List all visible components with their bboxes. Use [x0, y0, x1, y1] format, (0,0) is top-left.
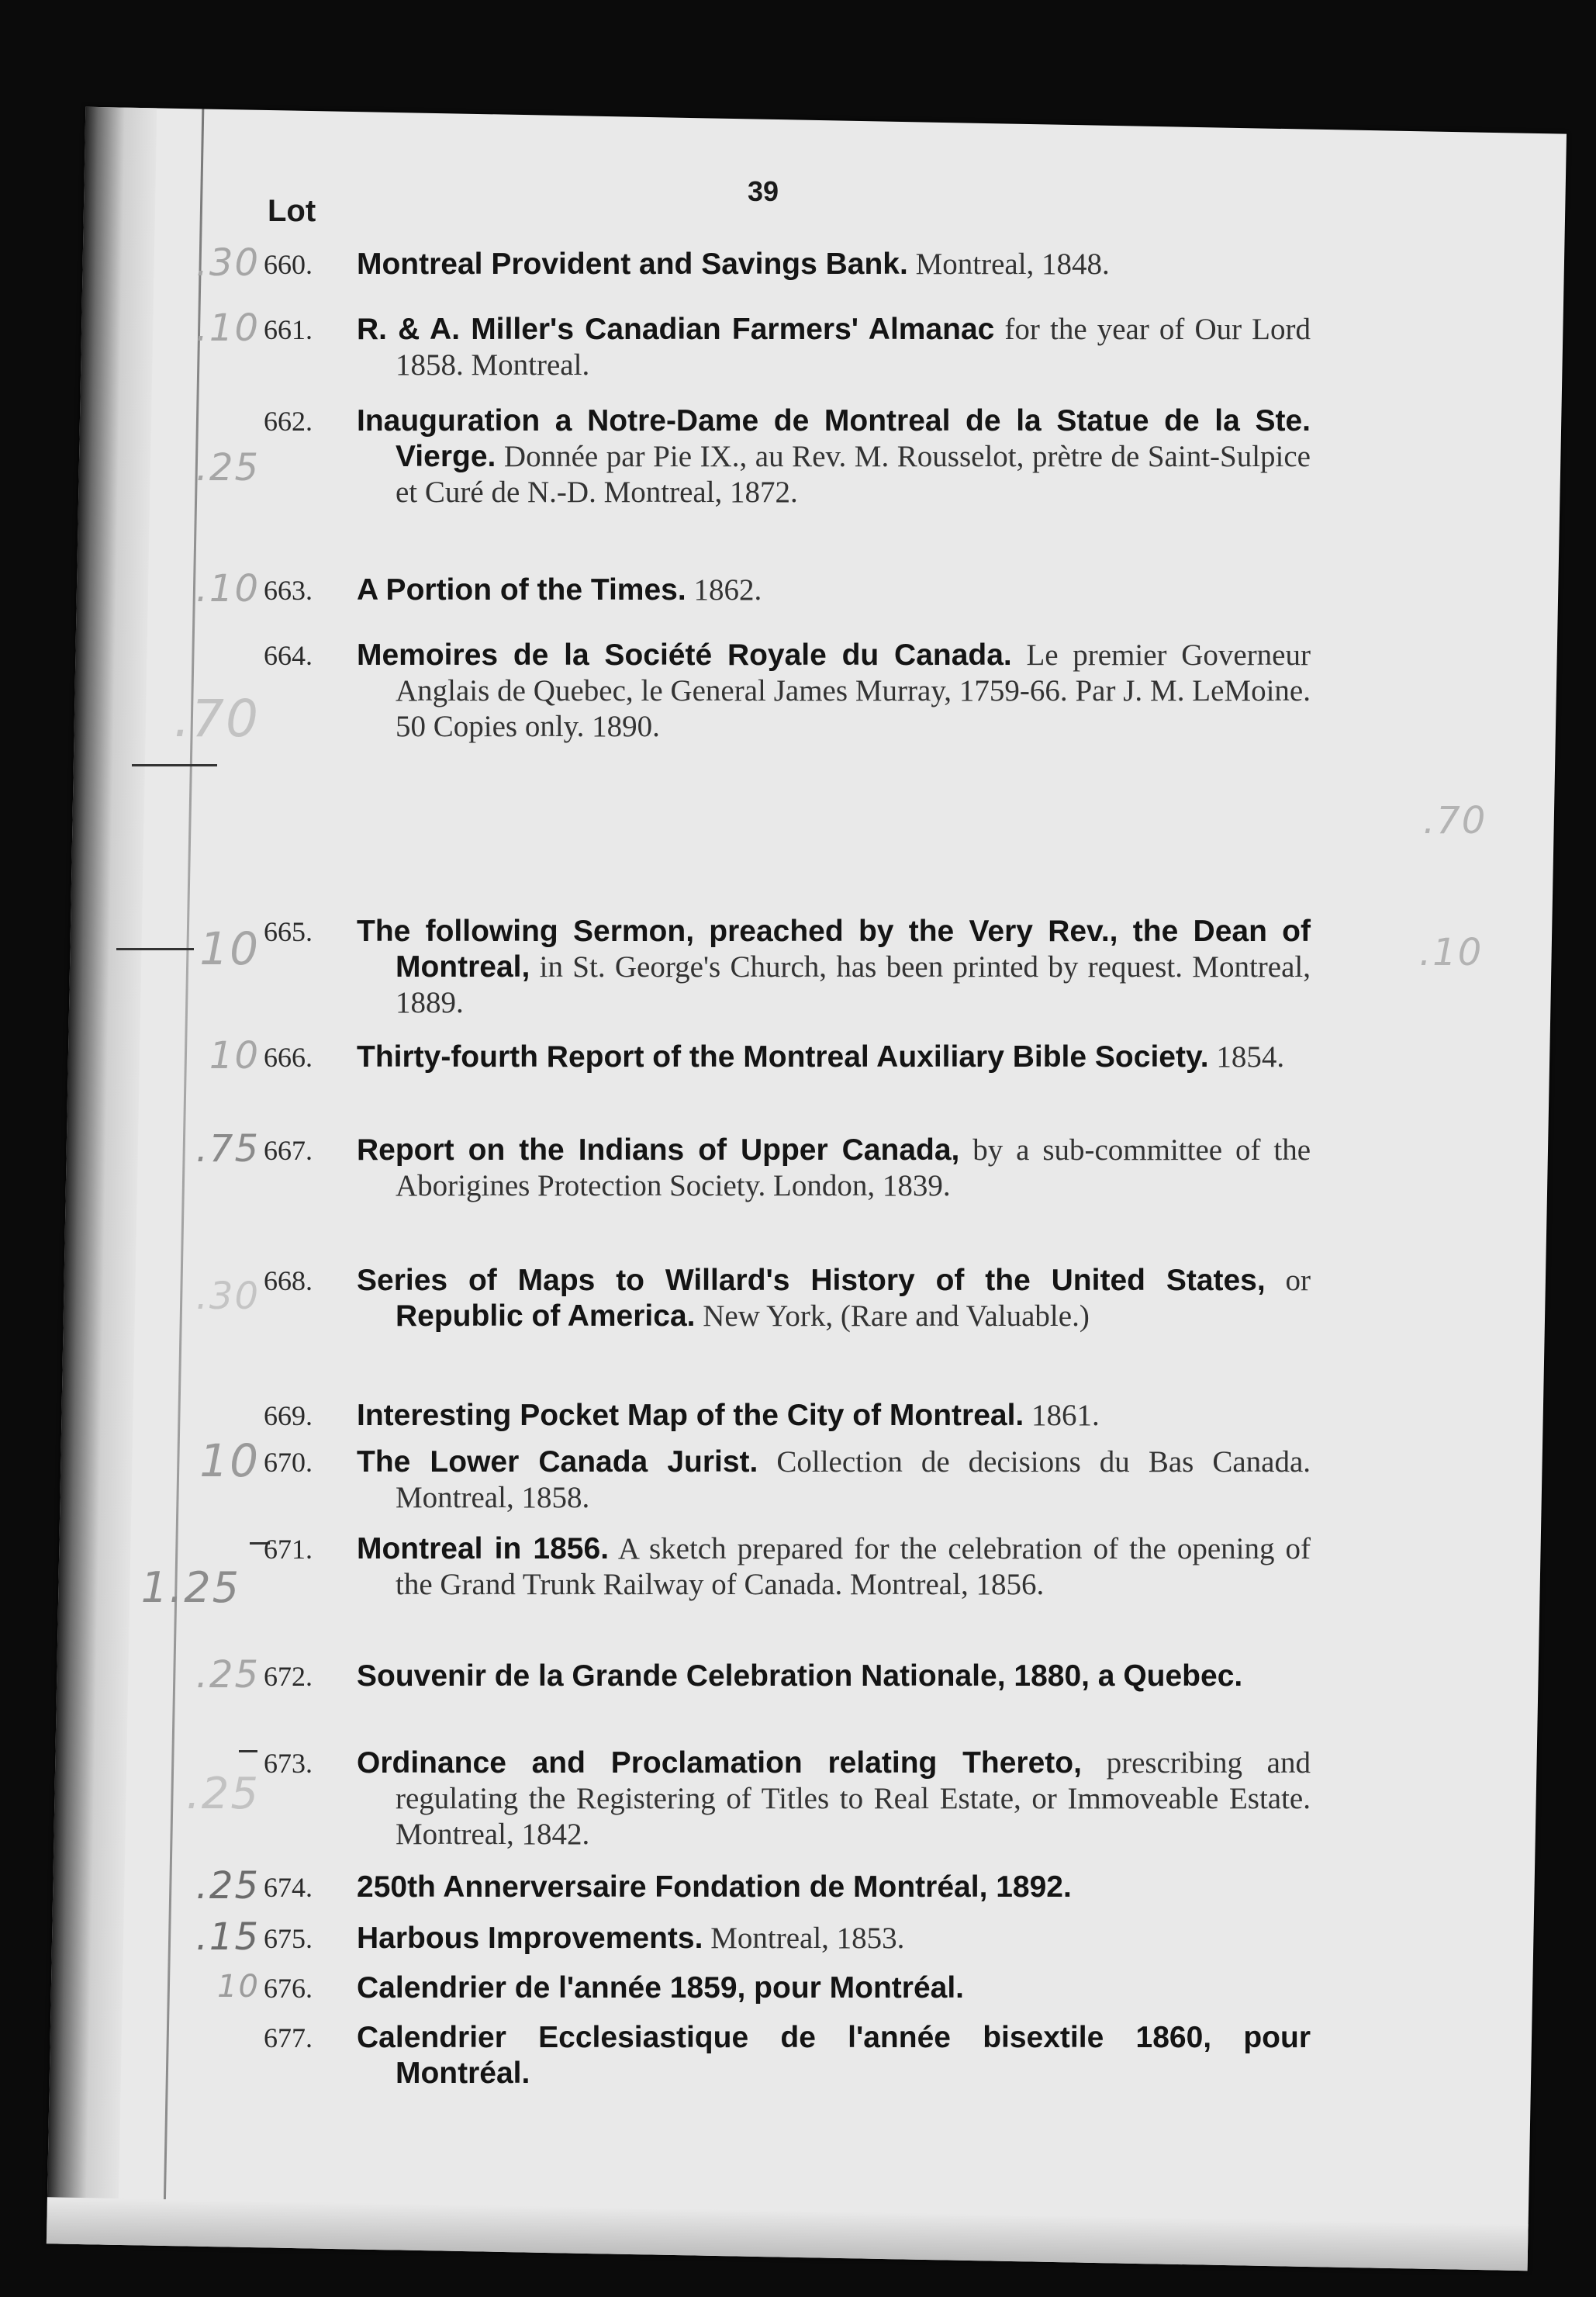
lot-entry-674: [194, 1864, 1311, 1908]
lot-entry-671: [140, 1531, 1311, 1612]
lot-title-continued: Republic of America.: [396, 1299, 696, 1333]
lot-number: 674.: [264, 1872, 313, 1903]
lot-details: or: [1265, 1264, 1311, 1297]
lot-description: [357, 1444, 1311, 1516]
lot-column-header: Lot: [268, 194, 316, 228]
lot-number: 673.: [264, 1748, 313, 1779]
lot-entry-663: [194, 567, 1311, 611]
lot-title: Souvenir de la Grande Celebration Nationale, 1880, a Quebec.: [357, 1659, 1243, 1693]
lot-details: Montreal, 1848.: [907, 247, 1110, 281]
lot-entry-666: [194, 1034, 1311, 1078]
lot-details: A sketch prepared for the celebration of the opening of the Grand Trunk Railway of Canada. Montreal, 1856.: [396, 1532, 1311, 1601]
lot-entry-665: [194, 914, 1311, 1021]
lot-number: 672.: [264, 1661, 313, 1692]
margin-price-note: 10: [217, 1969, 260, 2005]
lot-description: [357, 2020, 1311, 2091]
lot-details: in St. George's Church, has been printed by request. Montreal, 1889.: [396, 950, 1311, 1019]
lot-title: The Lower Canada Jurist.: [357, 1445, 758, 1479]
lot-description: [357, 1398, 1311, 1434]
lot-entry-662: [194, 403, 1311, 510]
lot-title: Series of Maps to Willard's History of the United States,: [357, 1264, 1266, 1297]
page-bottom-edge: [47, 2197, 1529, 2271]
lot-description: [357, 403, 1311, 510]
margin-price-note: .30: [195, 1275, 260, 1318]
lot-details: Donnée par Pie IX., au Rev. M. Rousselot, prètre de Saint-Sulpice et Curé de N.-D. Montreal, 1872.: [396, 440, 1311, 509]
lot-description: [357, 1263, 1311, 1334]
lot-details: prescribing and regulating the Registering of Titles to Real Estate, or Immoveable Estate. Montreal, 1842.: [396, 1746, 1311, 1851]
lot-title: The following Sermon, preached by the Very Rev., the Dean of Montreal,: [357, 915, 1311, 984]
lot-title: Calendrier Ecclesiastique de l'année bisextile 1860, pour Montréal.: [357, 2021, 1311, 2090]
lot-number: 660.: [264, 249, 313, 280]
lot-entry-676: [194, 1970, 1311, 2006]
lot-number: 662.: [264, 406, 313, 437]
margin-price-note: .25: [195, 446, 260, 489]
lot-details: Collection de decisions du Bas Canada. Montreal, 1858.: [396, 1445, 1311, 1514]
right-margin-price-note: .70: [1423, 799, 1487, 842]
lot-number: 668.: [264, 1265, 313, 1296]
lot-entry-664: [174, 638, 1311, 749]
lot-entry-675: [194, 1915, 1311, 1959]
lot-description: [357, 638, 1311, 745]
margin-price-note: .25: [185, 1769, 260, 1819]
right-margin-price-note: .10: [1419, 931, 1484, 974]
lot-number: 671.: [264, 1534, 313, 1565]
lot-details: 1861.: [1024, 1399, 1100, 1432]
lot-title: Inauguration a Notre-Dame de Montreal de la Statue de la Ste. Vierge.: [357, 404, 1311, 473]
lot-title: A Portion of the Times.: [357, 573, 686, 607]
lot-title: R. & A. Miller's Canadian Farmers' Almanac: [357, 313, 995, 346]
lot-number: 670.: [264, 1447, 313, 1478]
lot-description: [357, 1133, 1311, 1204]
lot-number: 669.: [264, 1400, 313, 1431]
lot-number: 664.: [264, 640, 313, 671]
lot-title: Thirty-fourth Report of the Montreal Auxiliary Bible Society.: [357, 1040, 1209, 1074]
lot-title: Harbous Improvements.: [357, 1922, 703, 1955]
lot-title: Interesting Pocket Map of the City of Montreal.: [357, 1399, 1024, 1432]
lot-description: [357, 1659, 1311, 1694]
margin-price-note: 10: [199, 922, 260, 975]
lot-entry-673: [185, 1745, 1311, 1852]
lot-title: Memoires de la Société Royale du Canada.: [357, 638, 1012, 672]
lot-entry-660: [194, 241, 1311, 285]
lot-number: 665.: [264, 916, 313, 947]
lot-description: [357, 1870, 1311, 1905]
lot-entry-670: [194, 1434, 1311, 1516]
lot-description: [357, 312, 1311, 383]
lot-title: 250th Annerversaire Fondation de Montréal, 1892.: [357, 1870, 1072, 1904]
lot-description: [357, 1921, 1311, 1956]
lot-entry-668: [194, 1263, 1311, 1334]
page-number: 39: [748, 175, 779, 207]
lot-entry-667: [194, 1127, 1311, 1204]
lot-title: Report on the Indians of Upper Canada,: [357, 1133, 960, 1167]
lot-description: [357, 1531, 1311, 1603]
margin-price-note: 10: [209, 1034, 260, 1078]
lot-number: 667.: [264, 1135, 313, 1166]
lot-details: 1862.: [686, 573, 762, 607]
lot-details: Montreal, 1853.: [703, 1922, 905, 1955]
lot-number: 663.: [264, 575, 313, 606]
lot-title: Montreal in 1856.: [357, 1532, 610, 1565]
margin-price-note: .25: [195, 1653, 260, 1697]
margin-price-note: .75: [195, 1127, 260, 1171]
margin-price-note: .10: [195, 567, 260, 611]
margin-price-note: 10: [199, 1434, 260, 1487]
lot-details: 1854.: [1208, 1040, 1285, 1074]
margin-dash-mark: [132, 764, 217, 766]
lot-details: by a sub-committee of the Aborigines Protection Society. London, 1839.: [396, 1133, 1311, 1202]
lot-description: [357, 1040, 1311, 1075]
lot-description: [357, 1745, 1311, 1852]
margin-price-note: 1.25: [140, 1563, 240, 1612]
lot-number: 661.: [264, 314, 313, 345]
margin-price-note: .70: [174, 689, 260, 749]
lot-number: 675.: [264, 1923, 313, 1954]
book-spine-shadow: [47, 107, 157, 2245]
lot-number: 677.: [264, 2022, 313, 2053]
lot-description: [357, 1970, 1311, 2006]
lot-details: Le premier Governeur Anglais de Quebec, le General James Murray, 1759-66. Par J. M. LeMoine. 50 Copies only. 1890.: [396, 638, 1311, 743]
lot-title: Montreal Provident and Savings Bank.: [357, 247, 908, 281]
lot-entry-672: [194, 1653, 1311, 1697]
lot-description: [357, 573, 1311, 608]
lot-details-continued: New York, (Rare and Valuable.): [695, 1299, 1090, 1333]
lot-description: [357, 914, 1311, 1021]
lot-title: Calendrier de l'année 1859, pour Montréal.: [357, 1971, 965, 2005]
margin-price-note: .30: [195, 241, 260, 285]
lot-title: Ordinance and Proclamation relating Thereto,: [357, 1746, 1082, 1780]
lot-entry-669: [194, 1398, 1311, 1434]
margin-price-note: .25: [195, 1864, 260, 1908]
lot-number: 676.: [264, 1973, 313, 2004]
margin-price-note: .15: [195, 1915, 260, 1959]
lot-number: 666.: [264, 1042, 313, 1073]
lot-entry-661: [194, 306, 1311, 383]
margin-price-note: .10: [195, 306, 260, 350]
lot-entry-677: [194, 2020, 1311, 2091]
lot-description: [357, 247, 1311, 282]
lot-details: for the year of Our Lord 1858. Montreal.: [396, 313, 1311, 382]
